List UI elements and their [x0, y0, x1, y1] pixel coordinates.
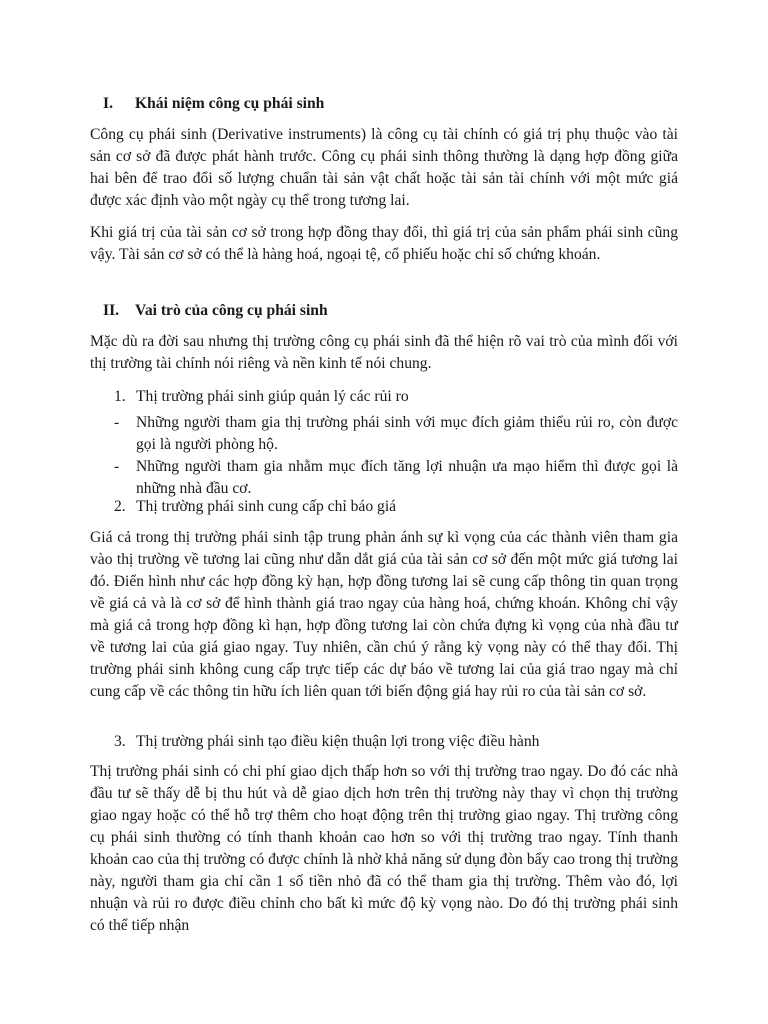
list-item-text: Thị trường phái sinh tạo điều kiện thuận lợi trong việc điều hành [136, 733, 540, 750]
dash-marker: - [114, 414, 120, 431]
dash-marker: - [114, 458, 120, 475]
paragraph-price-signals: Giá cả trong thị trường phái sinh tập trung phản ánh sự kì vọng của các thành viên tham gia vào thị trường về tương lai cũng như dẫn dắt giá của tài sản cơ sở đến một mức giá tương lai đó. Điển hình như các hợp đồng kỳ hạn, hợp đồng tương lai sẽ cung cấp thông tin quan trọng về giá cả và là cơ sở để hình thành giá trao ngay của hàng hoá, chứng khoán. Không chỉ vậy mà giá cả trong hợp đồng kì hạn, hợp đồng tương lai còn chứa đựng kì vọng của nhà đầu tư về tương lai của giá giao ngay. Tuy nhiên, cần chú ý rằng kỳ vọng này có thể thay đổi. Thị trường phái sinh không cung cấp trực tiếp các dự báo về tương lai của giá trao ngay mà chỉ cung cấp về các thông tin hữu ích liên quan tới biến động giá hay rủi ro của tài sản cơ sở. [90, 529, 678, 700]
list-item-1 [116, 386, 678, 408]
list-marker: 1. [114, 388, 126, 405]
list-item-text: Thị trường phái sinh cung cấp chỉ báo giá [136, 498, 397, 515]
paragraph-underlying-asset: Khi giá trị của tài sản cơ sở trong hợp đồng thay đổi, thì giá trị của sản phẩm phái sinh cũng vậy. Tài sản cơ sở có thể là hàng hoá, ngoại tệ, cổ phiếu hoặc chỉ số chứng khoán. [90, 224, 678, 263]
list-marker: 2. [114, 498, 126, 515]
section-heading-2 [90, 300, 328, 322]
list-marker: 3. [114, 733, 126, 750]
section-number: I. [103, 95, 113, 112]
dash-item-text: Những người tham gia thị trường phái sinh với mục đích giảm thiểu rủi ro, còn được gọi là người phòng hộ. [136, 414, 678, 453]
list-item-2 [116, 496, 678, 518]
dash-item-hedgers [116, 412, 678, 456]
list-item-text: Thị trường phái sinh giúp quản lý các rủi ro [136, 388, 409, 405]
section-number: II. [103, 302, 120, 319]
list-item-3 [116, 731, 678, 753]
dash-item-text: Những người tham gia nhằm mục đích tăng lợi nhuận ưa mạo hiểm thì được gọi là những nhà đầu cơ. [136, 458, 678, 497]
paragraph-definition: Công cụ phái sinh (Derivative instruments) là công cụ tài chính có giá trị phụ thuộc vào tài sản cơ sở đã được phát hành trước. Công cụ phái sinh thông thường là dạng hợp đồng giữa hai bên để trao đổi số lượng chuẩn tài sản vật chất hoặc tài sản tài chính với một mức giá được xác định vào một ngày cụ thể trong tương lai. [90, 126, 678, 209]
paragraph-transaction-costs: Thị trường phái sinh có chi phí giao dịch thấp hơn so với thị trường trao ngay. Do đó các nhà đầu tư sẽ thấy dễ bị thu hút và dễ giao dịch hơn trên thị trường này thay vì chọn thị trường giao ngay hoặc có thể hỗ trợ thêm cho hoạt động trên thị trường giao ngay. Thị trường công cụ phái sinh thường có tính thanh khoản cao hơn so với thị trường trao ngay. Tính thanh khoản cao của thị trường có được chính là nhờ khả năng sử dụng đòn bẩy cao trong thị trường này, người tham gia chỉ cần 1 số tiền nhỏ đã có thể tham gia thị trường. Thêm vào đó, lợi nhuận và rủi ro được điều chỉnh cho bất kì mức độ kỳ vọng nào. Do đó thị trường phái sinh có thể tiếp nhận [90, 763, 678, 934]
section-title: Khái niệm công cụ phái sinh [135, 95, 325, 112]
section-heading-1 [90, 93, 324, 115]
paragraph-role-intro: Mặc dù ra đời sau nhưng thị trường công cụ phái sinh đã thể hiện rõ vai trò của mình đối với thị trường tài chính nói riêng và nền kinh tế nói chung. [90, 333, 678, 372]
dash-item-speculators [116, 456, 678, 500]
section-title: Vai trò của công cụ phái sinh [135, 302, 328, 319]
